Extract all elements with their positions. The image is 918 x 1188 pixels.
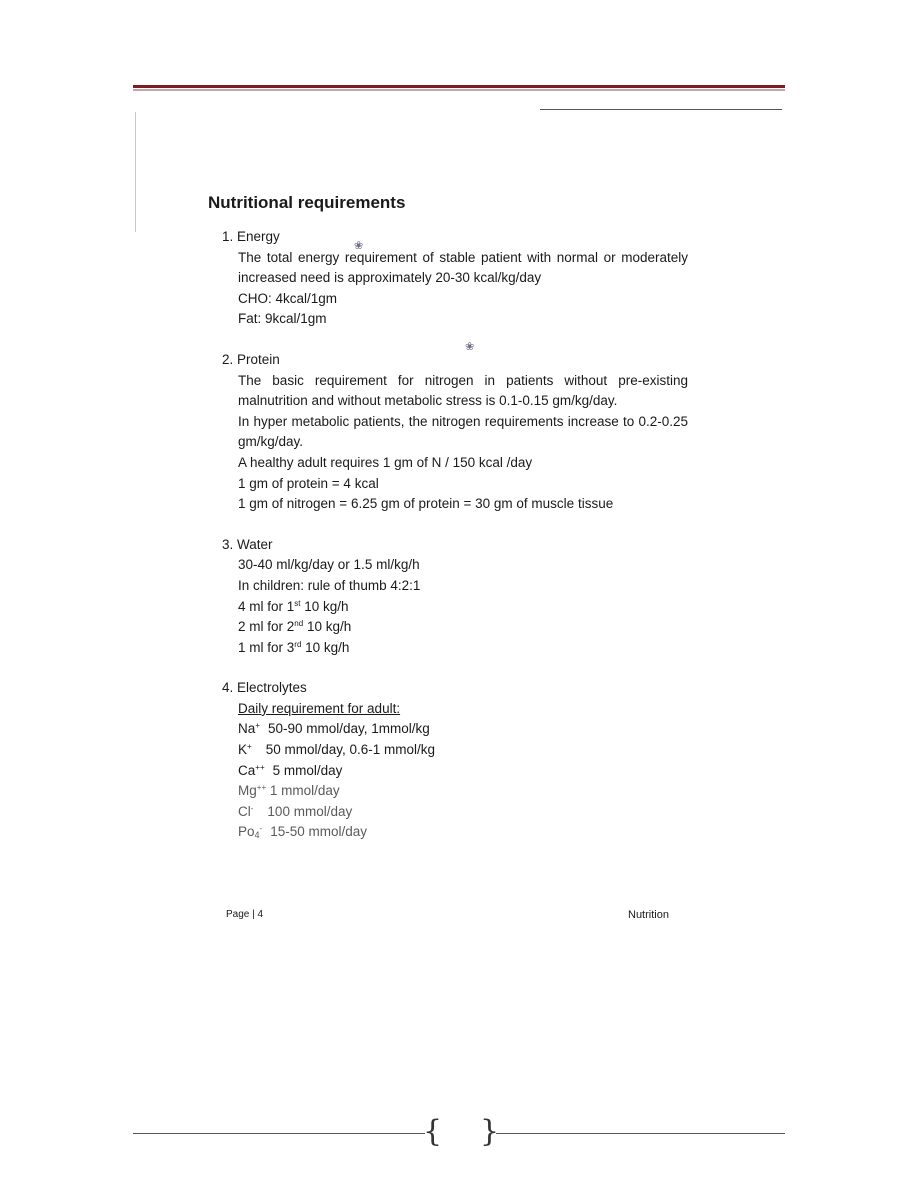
bottom-rule (496, 1133, 785, 1134)
scan-edge-mark (135, 112, 136, 232)
energy-text: Fat: 9kcal/1gm (238, 311, 327, 327)
scan-smudge: ❀ (465, 341, 475, 353)
protein-text: 1 gm of nitrogen = 6.25 gm of protein = 30 gm of muscle tissue (238, 496, 614, 512)
scan-top-line (540, 109, 782, 110)
section-electrolytes (222, 678, 688, 843)
page-brace-left: { (423, 1114, 443, 1149)
page-title: Nutritional requirements (208, 193, 406, 212)
water-rule-item: 4 ml for 1st 10 kg/h (238, 598, 349, 614)
electrolyte-item: K+ 50 mmol/day, 0.6-1 mmol/kg (238, 742, 435, 758)
protein-text: 1 gm of protein = 4 kcal (238, 475, 379, 491)
section-body (238, 371, 688, 515)
electrolytes-subheading: Daily requirement for adult: (238, 700, 401, 716)
footer-page-number: Page | 4 (226, 909, 264, 920)
section-heading: 1. Energy (222, 229, 280, 244)
protein-text: A healthy adult requires 1 gm of N / 150 kcal /day (238, 454, 533, 470)
section-heading: 2. Protein (222, 351, 280, 367)
protein-text: The basic requirement for nitrogen in patients without pre-existing malnutrition and without metabolic stress is 0.1-0.15 gm/kg/day. (238, 372, 688, 409)
section-water (222, 535, 688, 659)
section-body (238, 555, 688, 658)
section-body (238, 248, 688, 330)
electrolyte-item: $Po_4^-$ 15-50 mmol/day (238, 824, 367, 841)
section-heading: 3. Water (222, 536, 273, 552)
water-text: In children: rule of thumb 4:2:1 (238, 577, 421, 593)
protein-text: In hyper metabolic patients, the nitrogen requirements increase to 0.2-0.25 gm/kg/day. (238, 413, 688, 450)
energy-text: The total energy requirement of stable patient with normal or moderately increased need is approximately 20-30 kcal/kg/day (238, 249, 688, 286)
electrolyte-item: Mg++ 1 mmol/day (238, 783, 340, 799)
water-text: 30-40 ml/kg/day or 1.5 ml/kg/h (238, 557, 420, 573)
section-body (238, 699, 688, 843)
energy-text: CHO: 4kcal/1gm (238, 290, 338, 306)
bottom-rule (133, 1133, 425, 1134)
header-rule (133, 85, 785, 88)
water-rule-item: 1 ml for 3rd 10 kg/h (238, 639, 350, 655)
electrolyte-item: Ca++ 5 mmol/day (238, 762, 343, 778)
electrolyte-item: Na+ 50-90 mmol/day, 1mmol/kg (238, 721, 430, 737)
section-heading: 4. Electrolytes (222, 680, 307, 696)
water-rule-item: 2 ml for 2nd 10 kg/h (238, 619, 352, 635)
scan-smudge: ❀ (354, 240, 364, 252)
section-energy (222, 227, 688, 330)
section-protein (222, 350, 688, 515)
electrolyte-item: Cl- 100 mmol/day (238, 803, 353, 819)
header-rule-shadow (133, 89, 785, 91)
page-brace-right: } (480, 1114, 500, 1149)
document-content (208, 193, 688, 863)
footer-subject: Nutrition (628, 909, 669, 921)
